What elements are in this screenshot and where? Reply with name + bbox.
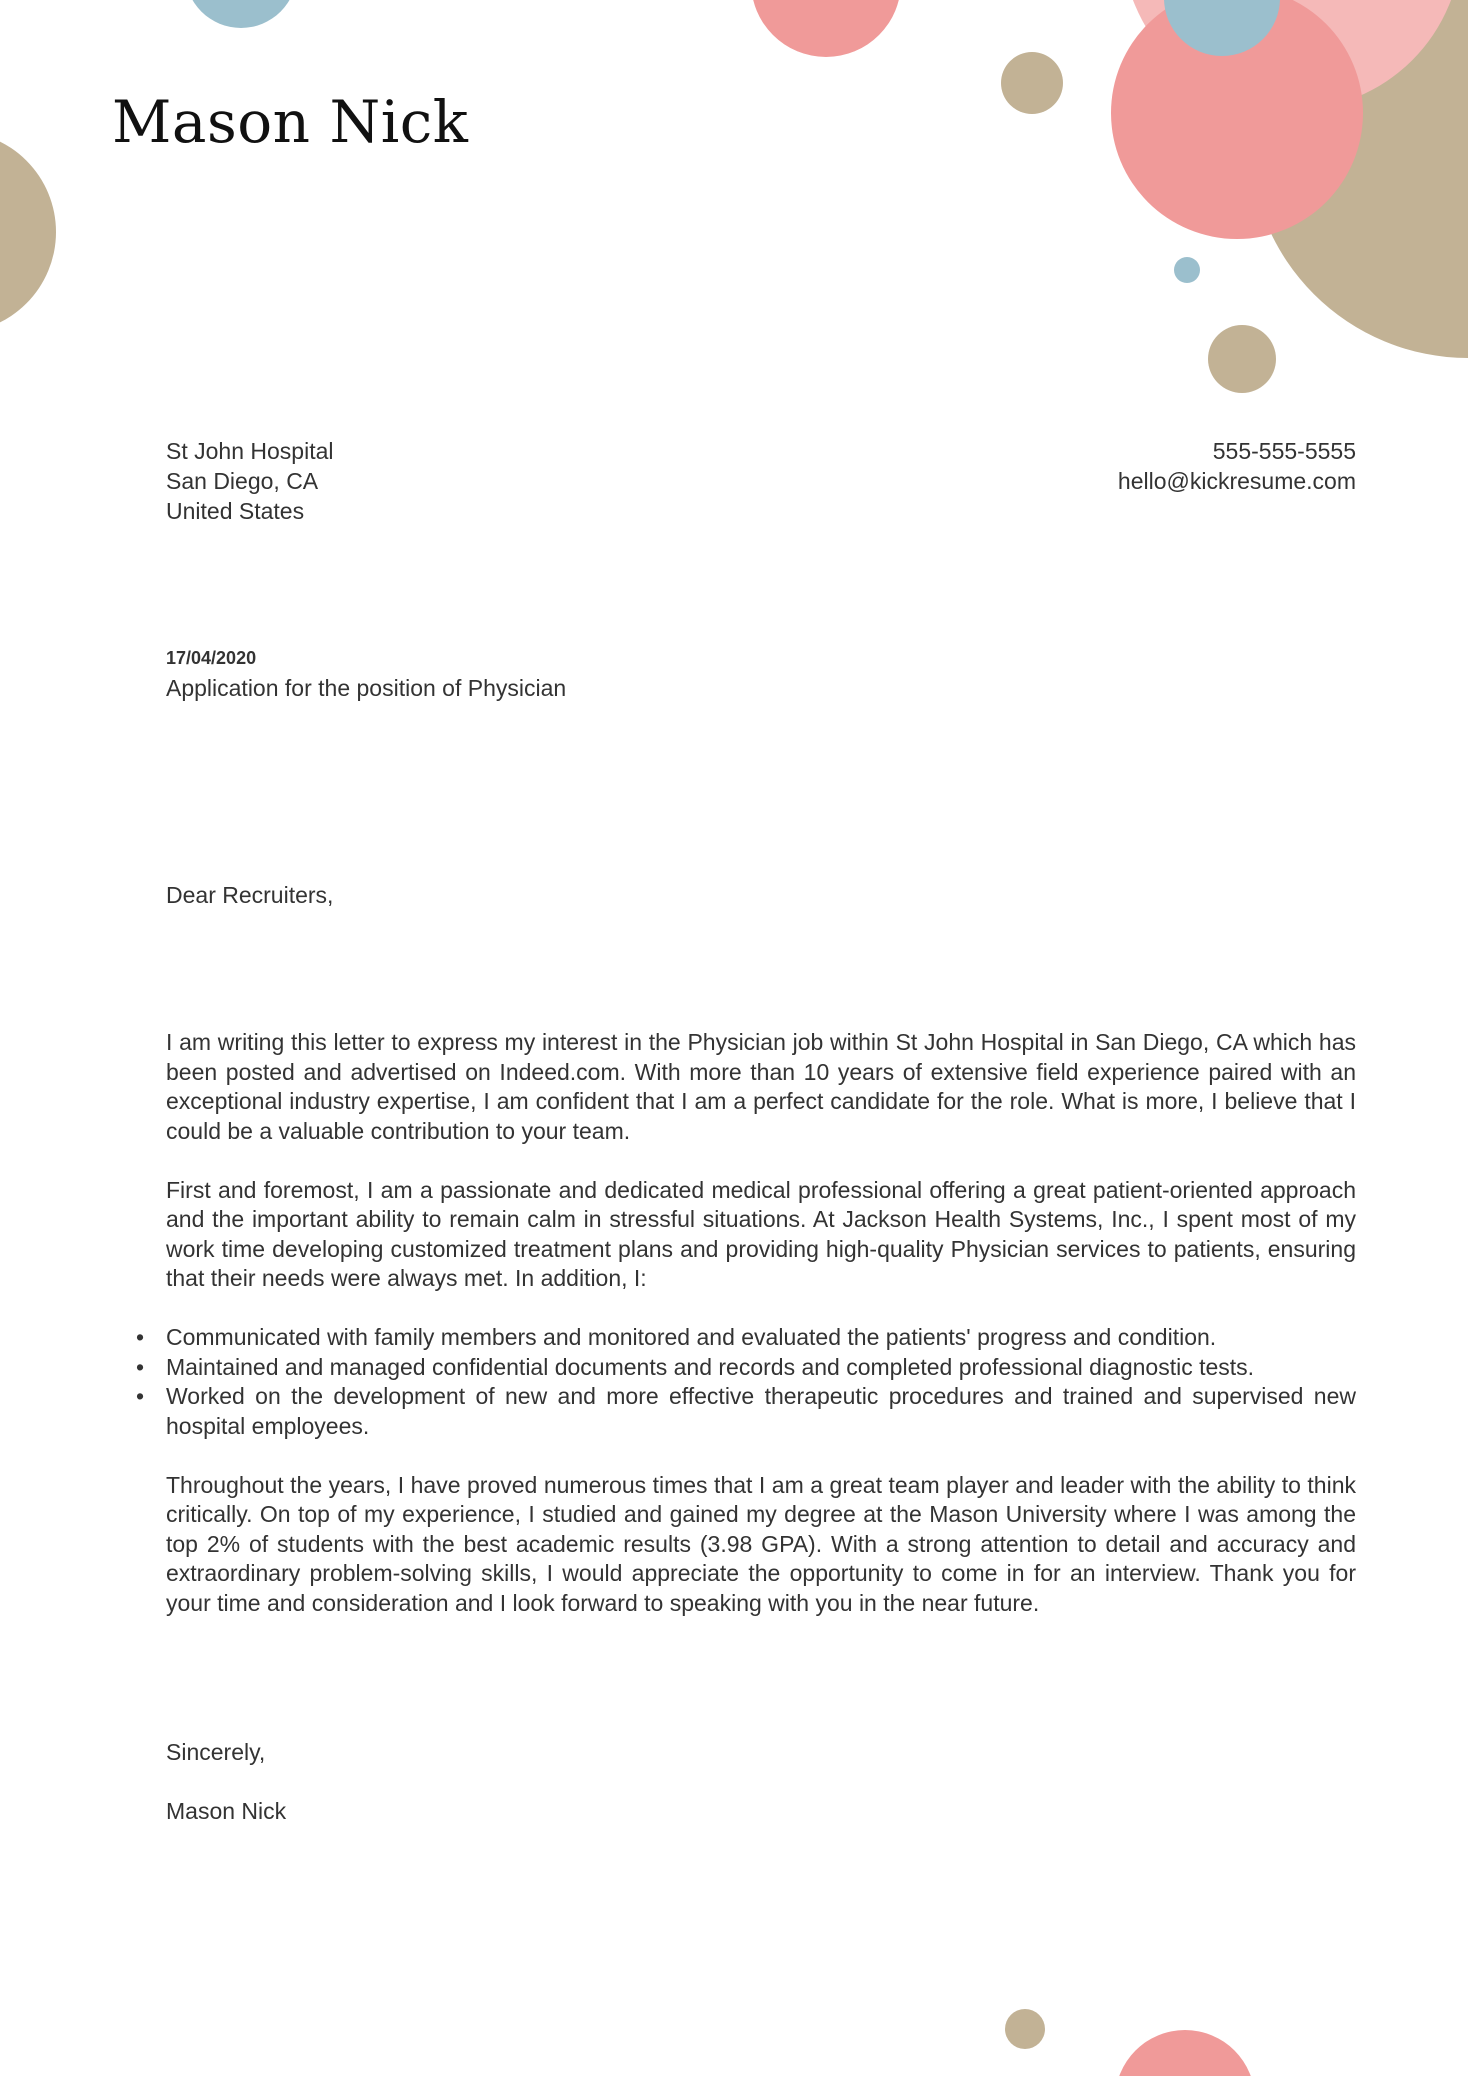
decor-circle-blue-tiny [1174, 257, 1200, 283]
list-item-text: Worked on the development of new and more effective therapeutic procedures and trained and supervised new hospital employees. [166, 1383, 1356, 1439]
contact-info [1118, 436, 1356, 496]
decor-circle-pink-main [1111, 0, 1363, 239]
recipient-address [166, 436, 333, 526]
letter-closing: Sincerely, [166, 1739, 266, 1765]
decor-circle-blue-top-left [185, 0, 297, 28]
bullet-icon: • [136, 1383, 145, 1409]
letter-body [136, 1028, 1356, 1648]
body-paragraph-2: First and foremost, I am a passionate and dedicated medical professional offering a great patient-oriented approach and the important ability to remain calm in stressful situations. At Jackson Health Systems, Inc., I spent most of my work time developing customized treatment plans and providing high-quality Physician services to patients, ensuring that their needs were always met. In addition, I: [166, 1176, 1356, 1291]
decor-circle-tan-left [0, 131, 56, 333]
decor-circle-tan-small [1001, 52, 1063, 114]
recipient-line-1: St John Hospital [166, 438, 334, 464]
recipient-line-2: San Diego, CA [166, 468, 319, 494]
decor-circle-tan-lower [1208, 325, 1276, 393]
achievements-list [136, 1323, 1356, 1441]
list-item [136, 1382, 1356, 1441]
body-paragraph-3: Throughout the years, I have proved numerous times that I am a great team player and leader with the ability to think critically. On top of my experience, I studied and gained my degree at the Mason University where I was among the top 2% of students with the best academic results (3.98 GPA). With a strong attention to detail and accuracy and extraordinary problem-solving skills, I would appreciate the opportunity to come in for an interview. Thank you for your time and consideration and I look forward to speaking with you in the near future. [166, 1471, 1356, 1616]
letter-subject: Application for the position of Physician [166, 675, 567, 701]
list-item-text: Maintained and managed confidential documents and records and completed professional diagnostic tests. [166, 1353, 1255, 1380]
applicant-name: Mason Nick [112, 88, 469, 156]
contact-phone: 555-555-5555 [1212, 438, 1356, 464]
decor-circle-tan-bottom [1005, 2009, 1045, 2049]
list-item [136, 1353, 1356, 1383]
decor-circle-light-pink [1122, 0, 1462, 110]
recipient-line-3: United States [166, 498, 305, 524]
decor-circle-pink-top [751, 0, 901, 57]
decor-circle-blue-top-right [1164, 0, 1280, 56]
bullet-icon: • [136, 1353, 145, 1380]
list-item [136, 1323, 1356, 1353]
decor-circle-tan-large [1250, 0, 1468, 358]
letter-greeting: Dear Recruiters, [166, 882, 334, 908]
decor-circle-pink-bottom [1115, 2030, 1255, 2076]
contact-email: hello@kickresume.com [1117, 468, 1356, 494]
list-item-text: Communicated with family members and monitored and evaluated the patients' progress and condition. [166, 1324, 1217, 1350]
body-paragraph-1: I am writing this letter to express my interest in the Physician job within St John Hospital in San Diego, CA which has been posted and advertised on Indeed.com. With more than 10 years of extensive field experience paired with an exceptional industry expertise, I am confident that I am a perfect candidate for the role. What is more, I believe that I could be a valuable contribution to your team. [166, 1029, 1356, 1144]
bullet-icon: • [136, 1324, 145, 1350]
letter-date: 17/04/2020 [166, 648, 257, 668]
letter-signature: Mason Nick [166, 1798, 287, 1824]
